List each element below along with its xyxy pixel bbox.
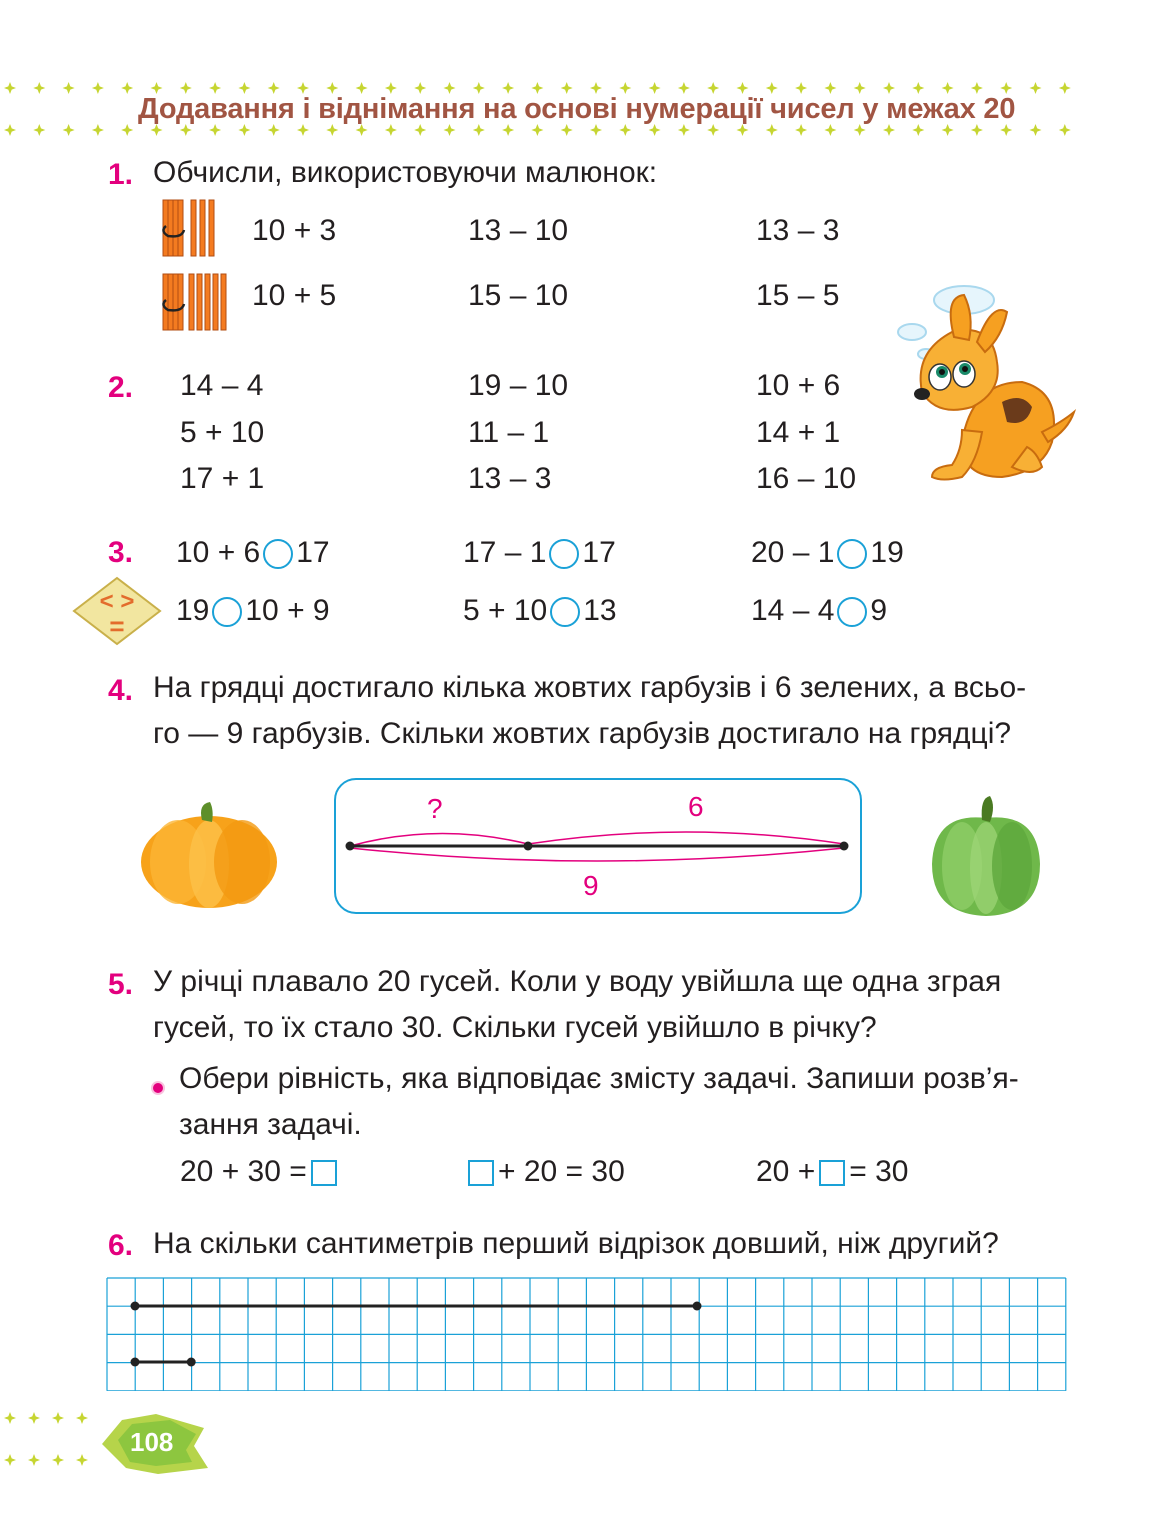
task-6-number: 6.: [108, 1229, 134, 1262]
sparkle-icon: [121, 82, 133, 94]
scheme-label-total: 9: [583, 870, 599, 901]
task-5-text: [153, 959, 1083, 1051]
expression: 10 + 6: [756, 369, 841, 402]
yellow-pumpkin-icon: [138, 800, 280, 912]
compare-circle[interactable]: [837, 597, 867, 627]
equation-option: 20 + 30 =: [180, 1157, 341, 1187]
task-3-number: 3.: [108, 536, 134, 569]
sparkle-icon: [76, 1454, 88, 1466]
sparkle-icon: [4, 82, 16, 94]
sparkle-icon: [28, 1454, 40, 1466]
segment-endpoint: [187, 1358, 196, 1367]
footer-sparkles: [0, 1408, 110, 1468]
comparison: 14 – 4 9: [751, 594, 888, 627]
comparison: 5 + 10 13: [463, 594, 617, 627]
task-5-subtask-line: Обери рівність, яка відповідає змісту задачі. Запиши розв’я-: [179, 1062, 1019, 1095]
equation-option: + 20 = 30: [464, 1157, 625, 1187]
segment-endpoint: [693, 1302, 702, 1311]
sparkle-icon: [63, 82, 75, 94]
sparkle-icon: [1059, 82, 1071, 94]
task-1-number: 1.: [108, 158, 134, 191]
comparison: 20 – 1 19: [751, 536, 904, 569]
compare-circle[interactable]: [549, 539, 579, 569]
sparkle-icon: [4, 1412, 16, 1424]
expression: 11 – 1: [468, 416, 550, 449]
expression: 15 – 5: [756, 279, 840, 312]
expression: 13 – 3: [756, 214, 840, 247]
svg-text:=: =: [109, 611, 125, 641]
answer-box[interactable]: [819, 1160, 845, 1186]
expression: 10 + 5: [252, 279, 337, 312]
compare-circle[interactable]: [550, 597, 580, 627]
task-6-text: На скільки сантиметрів перший відрізок довший, ніж другий?: [153, 1227, 999, 1260]
scheme-label-unknown: ?: [427, 793, 443, 824]
page-title: Додавання і віднімання на основі нумерації чисел у межах 20: [138, 93, 1016, 125]
sparkle-icon: [121, 124, 133, 136]
sparkle-icon: [1059, 124, 1071, 136]
comparison: 19 10 + 9: [176, 594, 330, 627]
expression: 13 – 10: [468, 214, 569, 247]
compare-circle[interactable]: [837, 539, 867, 569]
sticks-bundle-10-plus-5-icon: [160, 272, 232, 334]
task-4-number: 4.: [108, 674, 134, 707]
task-4-text: [153, 665, 1083, 757]
task-2-number: 2.: [108, 371, 134, 404]
task-1-instruction: Обчисли, використовуючи малюнок:: [153, 156, 658, 189]
sparkle-icon: [33, 124, 45, 136]
equation-option: 20 + = 30: [756, 1155, 909, 1188]
sticks-bundle-10-plus-3-icon: [160, 198, 220, 260]
compare-circle[interactable]: [212, 597, 242, 627]
expression: 15 – 10: [468, 279, 569, 312]
sparkle-icon: [4, 1454, 16, 1466]
sparkle-icon: [33, 82, 45, 94]
bullet-icon: [151, 1081, 165, 1095]
compare-circle[interactable]: [263, 539, 293, 569]
sparkle-icon: [52, 1412, 64, 1424]
comparison: 17 – 1 17: [463, 536, 616, 569]
task-4-line: На грядці достигало кілька жовтих гарбузів і 6 зелених, а всьо-: [153, 671, 1027, 704]
segment-endpoint: [131, 1358, 140, 1367]
green-pumpkin-icon: [928, 792, 1044, 918]
segment-endpoint: [131, 1302, 140, 1311]
expression: 14 + 1: [756, 416, 841, 449]
sparkle-icon: [28, 1412, 40, 1424]
expression: 17 + 1: [180, 462, 265, 495]
compare-signs-badge-icon: [72, 575, 162, 647]
svg-text:< >: < >: [99, 588, 135, 615]
sparkle-icon: [92, 124, 104, 136]
answer-box[interactable]: [468, 1160, 494, 1186]
sparkle-icon: [52, 1454, 64, 1466]
expression: 13 – 3: [468, 462, 552, 495]
sparkle-icon: [76, 1412, 88, 1424]
scheme-label-part: 6: [688, 791, 704, 822]
sparkle-icon: [4, 124, 16, 136]
expression: 10 + 3: [252, 214, 337, 247]
dog-illustration: [892, 282, 1082, 502]
sparkle-icon: [1030, 82, 1042, 94]
task-5-line: гусей, то їх стало 30. Скільки гусей увійшло в річку?: [153, 1011, 877, 1044]
answer-box[interactable]: [311, 1160, 337, 1186]
task-5-subtask: [179, 1056, 1083, 1148]
sparkle-icon: [63, 124, 75, 136]
comparison: 10 + 6 17: [176, 536, 330, 569]
task-5-line: У річці плавало 20 гусей. Коли у воду увійшла ще одна зграя: [153, 965, 1002, 998]
sparkle-icon: [1030, 124, 1042, 136]
task-5-number: 5.: [108, 968, 134, 1001]
expression: 5 + 10: [180, 416, 265, 449]
expression: 19 – 10: [468, 369, 569, 402]
expression: 14 – 4: [180, 369, 264, 402]
sparkle-icon: [92, 82, 104, 94]
squared-grid: [106, 1277, 1068, 1391]
task-5-subtask-line: зання задачі.: [179, 1108, 362, 1141]
page-number: 108: [130, 1427, 174, 1457]
task-4-line: го — 9 гарбузів. Скільки жовтих гарбузів достигало на грядці?: [153, 717, 1012, 750]
expression: 16 – 10: [756, 462, 857, 495]
